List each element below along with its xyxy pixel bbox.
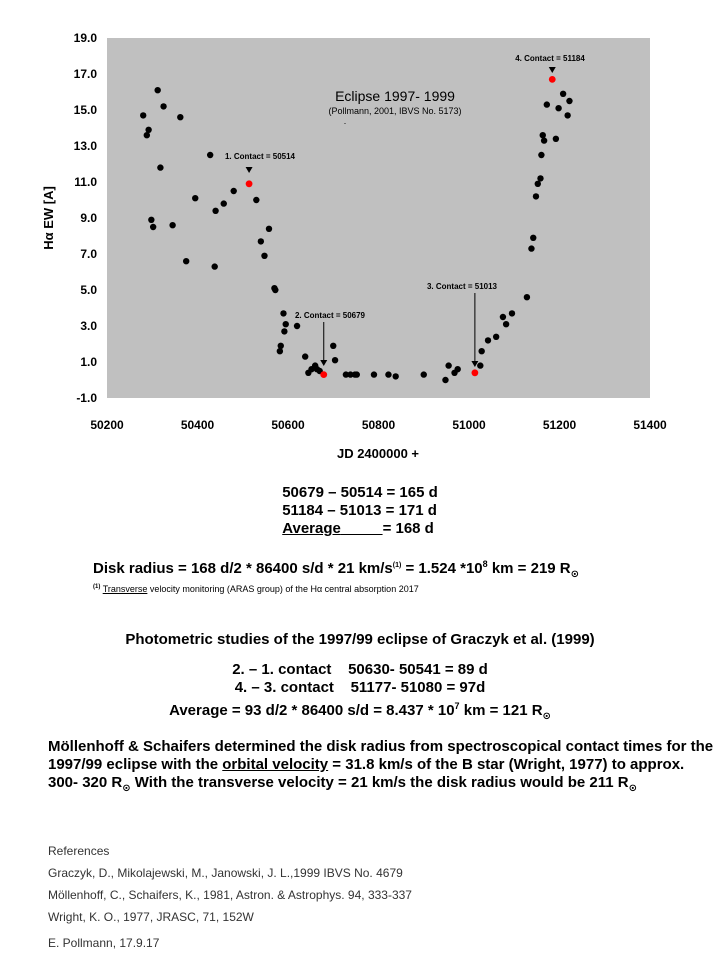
sun-symbol: ⊙: [628, 783, 637, 794]
y-tick-label: 1.0: [80, 355, 97, 369]
data-point: [566, 98, 572, 104]
contact-point: [549, 76, 556, 83]
reference-item: Graczyk, D., Mikolajewski, M., Janowski, J. L.,1999 IBVS No. 4679: [48, 866, 403, 880]
photometric-title: Photometric studies of the 1997/99 eclipse of Graczyk et al. (1999): [125, 631, 595, 648]
data-point: [272, 287, 278, 293]
disk-text-a: Disk radius = 168 d/2 * 86400 s/d * 21 km/s: [93, 560, 393, 577]
y-tick-label: 11.0: [74, 175, 97, 189]
data-point: [192, 195, 198, 201]
contact-point: [320, 371, 327, 378]
calc-line-1: 50679 – 50514 = 165 d: [282, 484, 438, 501]
data-point: [442, 377, 448, 383]
y-tick-label: 7.0: [80, 247, 97, 261]
y-tick-label: 19.0: [73, 31, 97, 45]
mollenhoff-paragraph: [48, 738, 718, 798]
chart-title: Eclipse 1997- 1999: [335, 88, 455, 104]
data-point: [560, 91, 566, 97]
disk-radius: [93, 559, 713, 580]
data-point: [530, 235, 536, 241]
sun-symbol: ⊙: [570, 569, 580, 580]
chart-subtitle: (Pollmann, 2001, IBVS No. 5173): [328, 106, 462, 116]
x-tick-label: 50800: [361, 418, 396, 432]
photometric-results: [0, 661, 720, 726]
chart-subtitle-dot: .: [343, 116, 347, 126]
y-tick-label: 13.0: [73, 139, 97, 153]
photometric-avg-b: km = 121 R: [459, 702, 543, 719]
calc-average: [282, 520, 438, 538]
reference-item: Möllenhoff, C., Schaifers, K., 1981, Astron. & Astrophys. 94, 333-337: [48, 888, 412, 902]
data-point: [544, 101, 550, 107]
data-point: [392, 373, 398, 379]
data-point: [283, 321, 289, 327]
data-point: [160, 103, 166, 109]
data-point: [258, 238, 264, 244]
data-point: [540, 132, 546, 138]
data-point: [157, 164, 163, 170]
data-point: [528, 245, 534, 251]
data-point: [154, 87, 160, 93]
footnote-transverse: Transverse: [102, 584, 148, 594]
data-point: [150, 224, 156, 230]
data-point: [266, 226, 272, 232]
photometric-row-2: 4. – 3. contact 51177- 51080 = 97d: [234, 679, 486, 696]
data-point: [140, 112, 146, 118]
data-point: [485, 337, 491, 343]
reference-item: Wright, K. O., 1977, JRASC, 71, 152W: [48, 910, 254, 924]
y-tick-label: 5.0: [80, 283, 97, 297]
data-point: [541, 137, 547, 143]
x-tick-label: 51000: [452, 418, 486, 432]
data-point: [371, 371, 377, 377]
data-point: [503, 321, 509, 327]
author-date: E. Pollmann, 17.9.17: [48, 936, 160, 950]
data-point: [509, 310, 515, 316]
data-point: [537, 175, 543, 181]
sun-symbol: ⊙: [542, 711, 551, 722]
data-point: [553, 136, 559, 142]
y-tick-label: 3.0: [80, 319, 97, 333]
references-heading: References: [48, 844, 110, 858]
x-tick-label: 50600: [271, 418, 305, 432]
photometric-row-1: 2. – 1. contact 50630- 50541 = 89 d: [232, 661, 488, 678]
x-tick-label: 51200: [542, 418, 577, 432]
x-tick-label: 51400: [633, 418, 667, 432]
data-point: [148, 217, 154, 223]
data-point: [354, 371, 360, 377]
data-point: [177, 114, 183, 120]
data-point: [454, 366, 460, 372]
data-point: [277, 348, 283, 354]
calc-line-2: 51184 – 51013 = 171 d: [282, 502, 437, 519]
data-point: [493, 334, 499, 340]
data-point: [538, 152, 544, 158]
contact-calculation: [0, 484, 720, 538]
contact-annotation: 2. Contact = 50679: [294, 311, 366, 320]
data-point: [221, 200, 227, 206]
sun-symbol: ⊙: [122, 783, 131, 794]
x-axis-label: JD 2400000 +: [336, 446, 420, 461]
disk-text-b: = 1.524 *10: [401, 560, 483, 577]
data-point: [183, 258, 189, 264]
photometric-average: [0, 697, 720, 726]
data-point: [500, 314, 506, 320]
mollenhoff-part-2: = 31.8 km/s of the B star (Wright, 1977) to approx. 300- 320 R: [48, 756, 685, 791]
footnote-text: velocity monitoring (ARAS group) of the Hα central absorption 2017: [147, 584, 419, 594]
contact-point: [246, 180, 253, 187]
data-point: [524, 294, 530, 300]
orbital-velocity: orbital velocity: [222, 756, 329, 773]
eclipse-chart: [0, 0, 720, 470]
footnote: [93, 584, 419, 594]
contact-annotation: 3. Contact = 51013: [426, 282, 498, 291]
data-point: [169, 222, 175, 228]
data-point: [533, 193, 539, 199]
average-value: = 168 d: [382, 520, 434, 537]
data-point: [421, 371, 427, 377]
y-tick-label: 17.0: [73, 67, 97, 81]
y-axis-label: Hα EW [A]: [41, 186, 56, 250]
references: [48, 840, 412, 928]
average-label: Average: [282, 520, 341, 537]
data-point: [477, 362, 483, 368]
data-point: [478, 348, 484, 354]
data-point: [278, 343, 284, 349]
y-tick-label: 9.0: [80, 211, 97, 225]
contact-point: [471, 369, 478, 376]
data-point: [253, 197, 259, 203]
x-tick-label: 50400: [180, 418, 215, 432]
data-point: [555, 105, 561, 111]
mollenhoff-part-3: With the transverse velocity = 21 km/s the disk radius would be 211 R: [130, 774, 629, 791]
data-point: [145, 127, 151, 133]
disk-text-c: km = 219 R: [487, 560, 571, 577]
data-point: [207, 152, 213, 158]
photometric-exponent: 7: [454, 701, 460, 711]
contact-annotation: 4. Contact = 51184: [515, 54, 585, 63]
data-point: [281, 328, 287, 334]
data-point: [385, 371, 391, 377]
y-tick-label: 15.0: [73, 103, 97, 117]
data-point: [212, 208, 218, 214]
disk-exponent: 8: [482, 559, 488, 569]
data-point: [445, 362, 451, 368]
data-point: [330, 343, 336, 349]
photometric-avg-a: Average = 93 d/2 * 86400 s/d = 8.437 * 10: [169, 702, 455, 719]
data-point: [302, 353, 308, 359]
mollenhoff-part-1: Möllenhoff & Schaifers determined the disk radius from spectroscopical contact times for the 1997/99 eclipse with the: [48, 738, 714, 773]
data-point: [294, 323, 300, 329]
contact-annotation: 1. Contact = 50514: [224, 152, 296, 161]
y-tick-label: -1.0: [76, 391, 97, 405]
footnote-number: (1): [93, 584, 101, 590]
data-point: [211, 263, 217, 269]
footnote-mark: (1): [392, 562, 402, 569]
data-point: [231, 188, 237, 194]
data-point: [261, 253, 267, 259]
data-point: [332, 357, 338, 363]
data-point: [280, 310, 286, 316]
data-point: [564, 112, 570, 118]
x-tick-label: 50200: [90, 418, 124, 432]
